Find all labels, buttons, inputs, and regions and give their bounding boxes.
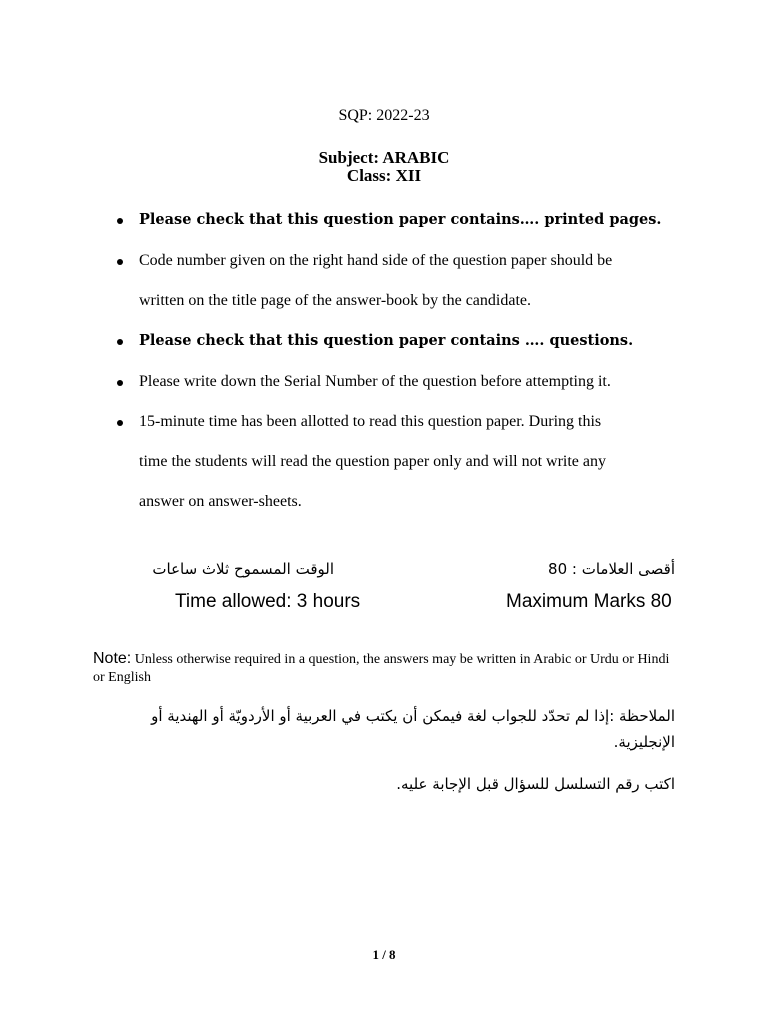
- instruction-time-line3: answer on answer-sheets.: [139, 493, 302, 510]
- instruction-code-line1: Code number given on the right hand side of the question paper should be: [139, 252, 613, 269]
- bullet-icon: [117, 218, 123, 224]
- max-marks-arabic: أقصى العلامات : 80: [548, 560, 675, 578]
- instruction-pages: Please check that this question paper contains…. printed pages.: [139, 211, 662, 228]
- instruction-questions: Please check that this question paper contains …. questions.: [139, 332, 634, 349]
- bullet-icon: [117, 380, 123, 386]
- time-allowed-english: Time allowed: 3 hours: [175, 591, 361, 612]
- time-allowed-arabic: الوقت المسموح ثلاث ساعات: [152, 560, 334, 578]
- bullet-icon: [117, 259, 123, 265]
- bullet-icon: [117, 420, 123, 426]
- sqp-heading: SQP: 2022-23: [338, 107, 430, 124]
- note-label: Note:: [93, 650, 132, 667]
- arabic-note-line2: الإنجليزية.: [613, 733, 675, 751]
- page-number: 1 / 8: [372, 947, 396, 962]
- language-note: [93, 650, 683, 687]
- max-marks-english: Maximum Marks 80: [506, 591, 672, 612]
- subject-heading: Subject: ARABIC: [318, 148, 450, 167]
- instruction-serial: Please write down the Serial Number of the question before attempting it.: [139, 373, 611, 390]
- arabic-note-line1: الملاحظة :إذا لم تحدّد للجواب لغة فيمكن أن يكتب في العربية أو الأردويّة أو الهندية أو: [151, 707, 675, 725]
- instruction-time-line1: 15-minute time has been allotted to read this question paper. During this: [139, 413, 602, 430]
- instruction-code-line2: written on the title page of the answer-book by the candidate.: [139, 292, 531, 309]
- arabic-serial-instruction: اكتب رقم التسلسل للسؤال قبل الإجابة عليه.: [396, 775, 675, 793]
- class-heading: Class: XII: [346, 166, 422, 185]
- instruction-time-line2: time the students will read the question paper only and will not write any: [139, 453, 607, 470]
- note-text: Unless otherwise required in a question, the answers may be written in Arabic or Urdu or Hindi or English: [93, 652, 670, 685]
- bullet-icon: [117, 339, 123, 345]
